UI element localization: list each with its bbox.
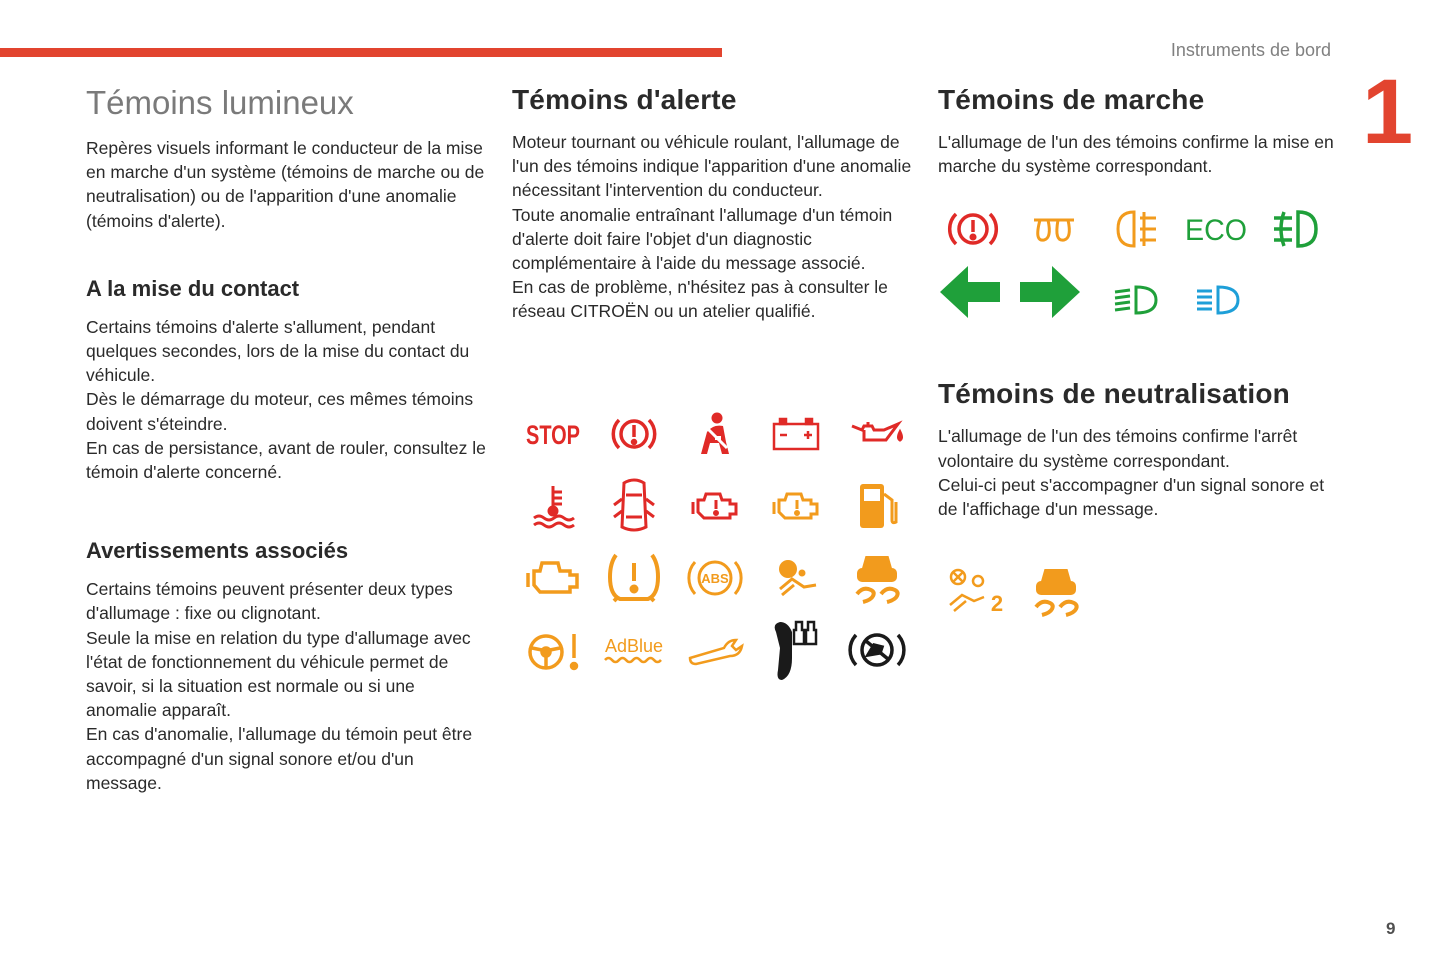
contact-paragraph: En cas de persistance, avant de rouler, consultez le témoin d'alerte concerné.	[86, 437, 486, 483]
stop-icon	[512, 398, 593, 470]
accent-bar	[0, 48, 722, 57]
coolant-temperature-icon	[512, 470, 593, 542]
brake-warning-icon	[593, 398, 674, 470]
esp-icon	[836, 542, 917, 614]
left-turn-signal-icon	[938, 264, 1002, 320]
engine-check-icon	[512, 542, 593, 614]
front-fog-light-icon	[1270, 208, 1320, 250]
contact-paragraph: Certains témoins d'alerte s'allument, pendant quelques secondes, lors de la mise du contact du véhicule.	[86, 316, 470, 386]
svg-text:2: 2	[990, 591, 1004, 616]
alert-icon-grid	[512, 398, 917, 686]
avertissements-paragraph: Seule la mise en relation du type d'allumage avec l'état de fonctionnement du véhicule permet de savoir, si la situation est normale ou si une anomalie apparaît.	[86, 627, 471, 721]
rear-fog-light-icon	[1114, 208, 1160, 250]
seatbelt-icon	[674, 398, 755, 470]
column-temoins-lumineux	[86, 82, 486, 795]
page-title: Témoins lumineux	[86, 84, 354, 121]
marche-icon-group	[938, 200, 1338, 330]
right-turn-signal-icon	[1018, 264, 1082, 320]
alerte-heading: Témoins d'alerte	[512, 84, 737, 115]
avertissements-paragraph: Certains témoins peuvent présenter deux types d'allumage : fixe ou clignotant.	[86, 579, 453, 624]
avertissements-paragraph: En cas d'anomalie, l'allumage du témoin peut être accompagné d'un signal sonore et/ou d'un message.	[86, 724, 473, 793]
abs-icon	[674, 542, 755, 614]
marche-heading: Témoins de marche	[938, 84, 1205, 115]
fuel-low-icon	[836, 470, 917, 542]
alerte-paragraph: Moteur tournant ou véhicule roulant, l'allumage de l'un des témoins indique l'apparition d'une anomalie nécessitant l'intervention du conducteur.	[512, 132, 912, 201]
chapter-number: 1	[1362, 61, 1410, 163]
engine-diagnostic-icon	[755, 470, 836, 542]
glow-plug-icon	[1030, 214, 1078, 248]
svg-text:ECO: ECO	[1185, 214, 1247, 247]
contact-heading: A la mise du contact	[86, 275, 300, 301]
passenger-airbag-icon	[755, 542, 836, 614]
dipped-beam-icon	[1112, 284, 1160, 316]
engine-fault-red-icon	[674, 470, 755, 542]
esp-off-icon	[1030, 563, 1082, 619]
neutralisation-paragraph: L'allumage de l'un des témoins confirme l'arrêt volontaire du système correspondant.	[938, 426, 1298, 471]
column-temoins-alerte	[512, 82, 912, 324]
section-title: Instruments de bord	[1170, 40, 1331, 60]
marche-text: L'allumage de l'un des témoins confirme la mise en marche du système correspondant.	[938, 132, 1334, 177]
avertissements-heading: Avertissements associés	[86, 538, 349, 564]
page-number: 9	[1386, 919, 1396, 938]
adblue-icon	[593, 614, 674, 686]
electric-parking-brake-icon	[836, 614, 917, 686]
svg-text:ABS: ABS	[700, 571, 729, 586]
door-open-icon	[593, 470, 674, 542]
parking-brake-icon	[946, 207, 1000, 251]
contact-paragraph: Dès le démarrage du moteur, ces mêmes témoins doivent s'éteindre.	[86, 389, 474, 434]
svg-text:STOP: STOP	[525, 420, 580, 450]
eco-icon	[1182, 210, 1250, 248]
foot-on-brake-icon	[755, 614, 836, 686]
intro-text: Repères visuels informant le conducteur de la mise en marche d'un système (témoins de marche ou de neutralisation) ou de l'apparition d'une anomalie (témoins d'alerte).	[86, 138, 485, 231]
neutralisation-paragraph: Celui-ci peut s'accompagner d'un signal sonore et de l'affichage d'un message.	[938, 474, 1325, 520]
neutralisation-icon-group	[938, 555, 1138, 635]
svg-text:AdBlue: AdBlue	[604, 636, 663, 656]
battery-icon	[755, 398, 836, 470]
oil-pressure-icon	[836, 398, 917, 470]
main-beam-icon	[1194, 284, 1242, 316]
tyre-pressure-icon	[593, 542, 674, 614]
passenger-airbag-off-icon	[944, 565, 1004, 615]
neutralisation-heading: Témoins de neutralisation	[938, 378, 1290, 410]
alerte-paragraph: Toute anomalie entraînant l'allumage d'un témoin d'alerte doit faire l'objet d'un diagnostic complémentaire à l'aide du message associé.	[512, 204, 893, 274]
alerte-paragraph: En cas de problème, n'hésitez pas à consulter le réseau CITROËN ou un atelier qualifié.	[512, 277, 888, 322]
service-wrench-icon	[674, 614, 755, 686]
power-steering-icon	[512, 614, 593, 686]
